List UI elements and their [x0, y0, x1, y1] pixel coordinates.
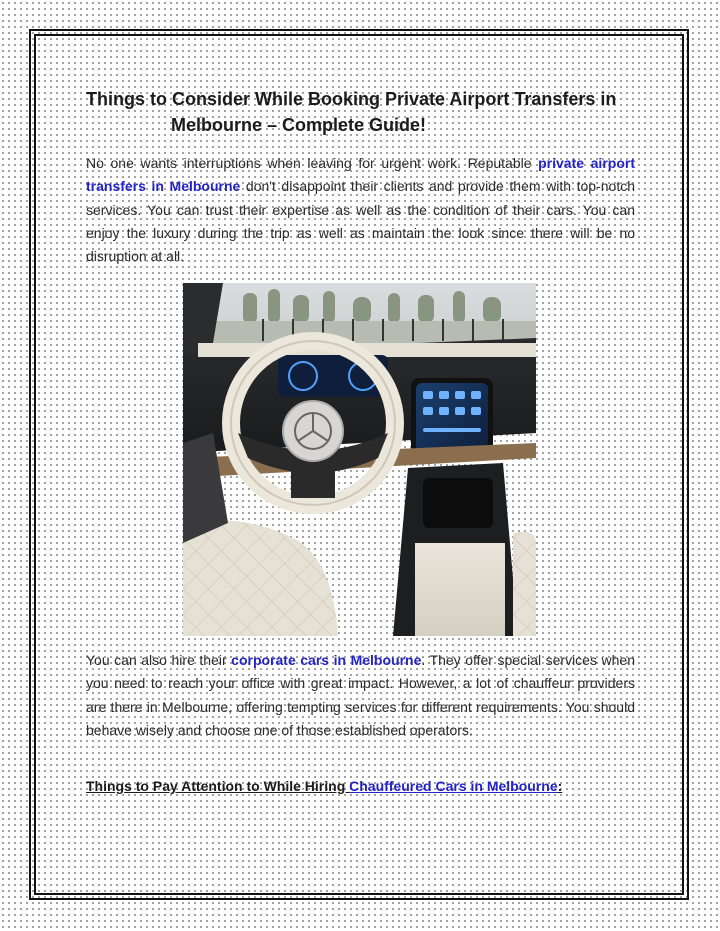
second-paragraph-block [86, 649, 635, 742]
intro-text-start: No one wants interruptions when leaving for urgent work. Reputable [86, 155, 539, 171]
title-line-1: Things to Consider While Booking Private Airport Transfers in [86, 89, 617, 109]
intro-paragraph [86, 152, 635, 268]
second-paragraph [86, 649, 635, 742]
section-heading-colon: : [557, 778, 563, 794]
article-body [86, 86, 635, 268]
section-heading-text: Things to Pay Attention to While Hiring [86, 778, 350, 794]
second-text-start: You can also hire their [86, 652, 232, 668]
airport-transfers-link[interactable]: private airport transfers in Melbourne [86, 155, 635, 195]
article-title [86, 86, 635, 138]
chauffeured-cars-link[interactable]: Chauffeured Cars in Melbourne [349, 778, 558, 794]
intro-text-end: don't disappoint their clients and provide them with top-notch services. You can trust their expertise as well as the condition of their cars. You can enjoy the luxury during the trip as well as maintain the look since there will be no disruption at all. [86, 178, 635, 265]
second-text-end: . They offer special services when you need to reach your office with great impact. However, a lot of chauffeur providers are there in Melbourne, offering tempting services for different requirements. You should behave wisely and choose one of those established operators. [86, 652, 635, 738]
title-line-2: Melbourne – Complete Guide! [171, 115, 427, 135]
car-interior-photo [183, 283, 536, 636]
corporate-cars-link[interactable]: corporate cars in Melbourne [231, 652, 422, 668]
section-heading [86, 778, 562, 794]
